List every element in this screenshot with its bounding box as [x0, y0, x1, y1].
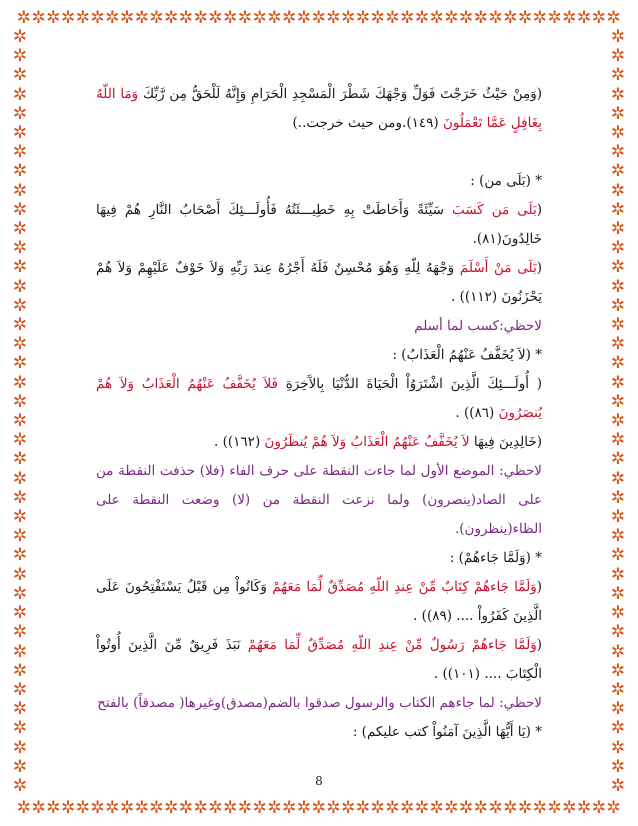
verse-highlight: بَلَى مَن كَسَبَ	[452, 202, 537, 218]
page-content	[96, 80, 542, 770]
verse-text: (وَمِنْ حَيْثُ خَرَجْتَ فَوَلِّ وَجْهَكَ شَطْرَ الْمَسْجِدِ الْحَرَامِ وَإِنَّهُ لَلْحَقُّ مِن رَّبِّكَ	[138, 86, 542, 102]
open-paren: (	[536, 579, 542, 595]
note-paragraph	[96, 689, 542, 718]
ornament-border-left: ✲ ✲ ✲ ✲ ✲ ✲ ✲ ✲ ✲ ✲ ✲ ✲ ✲ ✲ ✲ ✲ ✲ ✲ ✲ ✲ ✲ ✲ ✲ ✲ ✲ ✲ ✲ ✲ ✲ ✲ ✲ ✲ ✲ ✲ ✲ ✲ ✲ ✲ ✲ ✲	[12, 28, 28, 796]
page-number: 8	[315, 774, 323, 788]
verse-tail: (١٦٢)) .	[214, 434, 265, 450]
verse-highlight: فَلاَ يُخَفَّفُ عَنْهُمُ الْعَذَابُ وَلاَ هُمْ يُنصَرُونَ	[96, 376, 542, 421]
heading-text: * (وَلَمَّا جَاءهُمْ) :	[449, 550, 542, 566]
open-paren: (	[536, 202, 542, 218]
note-text: لاحظي: الموضع الأول لما جاءت النقطة على حرف الفاء (فلا) حذفت النقطة من على الصاد(ينصرون) ولما نزعت النقطة من (لا) وضعت النقطة على الظاء(ينظرون).	[96, 463, 542, 537]
section-heading-la-yukhaffaf	[96, 341, 542, 370]
verse-highlight: بَلَى مَنْ أَسْلَمَ	[459, 260, 537, 276]
heading-text: * (بَلَى من) :	[470, 173, 542, 189]
verse-highlight: وَلَمَّا جَاءهُمْ كِتَابٌ مِّنْ عِندِ اللّهِ مُصَدِّقٌ لِّمَا مَعَهُمْ	[272, 579, 537, 595]
note-text: لاحظي: لما جاءهم الكتاب والرسول صدقوا بالضم(مصدق)وغيرها( مصدقاً) بالفتح	[97, 695, 542, 711]
verse-text: نَبَذَ فَرِيقٌ مِّنَ الَّذِينَ أُوتُواْ الْكِتَابَ .... (١٠١)) .	[96, 637, 542, 682]
section-heading-lamma-jaahum	[96, 544, 542, 573]
verse-paragraph-149	[96, 80, 542, 138]
verse-highlight: وَمَا اللّهُ بِغَافِلٍ عَمَّا تَعْمَلُونَ	[96, 86, 542, 131]
verse-text: وَجْهَهُ لِلّهِ وَهُوَ مُحْسِنٌ فَلَهُ أَجْرُهُ عِندَ رَبِّهِ وَلاَ خَوْفٌ عَلَيْهِمْ وَلاَ هُمْ يَحْزَنُونَ (١١٢)) .	[96, 260, 542, 305]
verse-highlight: لاَ يُخَفَّفُ عَنْهُمُ الْعَذَابُ وَلاَ هُمْ يُنظَرُونَ	[264, 434, 470, 450]
ornament-border-bottom: ✲✲✲✲✲✲✲✲✲✲✲✲✲✲✲✲✲✲✲✲✲✲✲✲✲✲✲✲✲✲✲✲✲✲✲✲✲✲✲✲✲	[16, 798, 622, 818]
verse-text: ( أُولَـــئِكَ الَّذِينَ اشْتَرَوُاْ الْحَيَاةَ الدُّنْيَا بِالآَخِرَةِ	[277, 376, 543, 392]
heading-text: * (يَا أَيُّهَا الَّذِينَ آمَنُواْ كتب عليكم) :	[352, 724, 542, 740]
verse-tail: (١٤٩).ومن حيث خرجت..)	[292, 115, 443, 131]
verse-paragraph-86	[96, 370, 542, 428]
note-text: لاحظي:كسب لما أسلم	[414, 318, 542, 334]
ornament-border-right: ✲ ✲ ✲ ✲ ✲ ✲ ✲ ✲ ✲ ✲ ✲ ✲ ✲ ✲ ✲ ✲ ✲ ✲ ✲ ✲ ✲ ✲ ✲ ✲ ✲ ✲ ✲ ✲ ✲ ✲ ✲ ✲ ✲ ✲ ✲ ✲ ✲ ✲ ✲ ✲	[610, 28, 626, 796]
heading-text: * (لاَ يُخَفَّفُ عَنْهُمُ الْعَذَابُ) :	[392, 347, 542, 363]
ornament-border-top: ✲✲✲✲✲✲✲✲✲✲✲✲✲✲✲✲✲✲✲✲✲✲✲✲✲✲✲✲✲✲✲✲✲✲✲✲✲✲✲✲✲	[16, 8, 622, 28]
verse-tail: (٨٦)) .	[455, 405, 499, 421]
verse-text: سَيِّئَةً وَأَحَاطَتْ بِهِ خَطِيـــئَتُهُ فَأُولَـــئِكَ أَصْحَابُ النَّارِ هُمْ فِيهَا خَالِدُونَ(٨١).	[96, 202, 542, 247]
verse-paragraph-81	[96, 196, 542, 254]
open-paren: (	[536, 637, 542, 653]
section-heading-bala	[96, 167, 542, 196]
open-paren: (	[536, 260, 542, 276]
note-paragraph	[96, 457, 542, 544]
note-paragraph	[96, 312, 542, 341]
verse-paragraph-162	[96, 428, 542, 457]
verse-paragraph-101	[96, 631, 542, 689]
verse-text: (خَالِدِينَ فِيهَا	[469, 434, 542, 450]
verse-text: وَكَانُواْ مِن قَبْلُ يَسْتَفْتِحُونَ عَلَى الَّذِينَ كَفَرُواْ .... (٨٩)) .	[96, 579, 542, 624]
section-heading-ya-ayyuha	[96, 718, 542, 747]
verse-paragraph-89	[96, 573, 542, 631]
verse-paragraph-112	[96, 254, 542, 312]
verse-highlight: وَلَمَّا جَاءهُمْ رَسُولٌ مِّنْ عِندِ اللّهِ مُصَدِّقٌ لِّمَا مَعَهُمْ	[247, 637, 537, 653]
